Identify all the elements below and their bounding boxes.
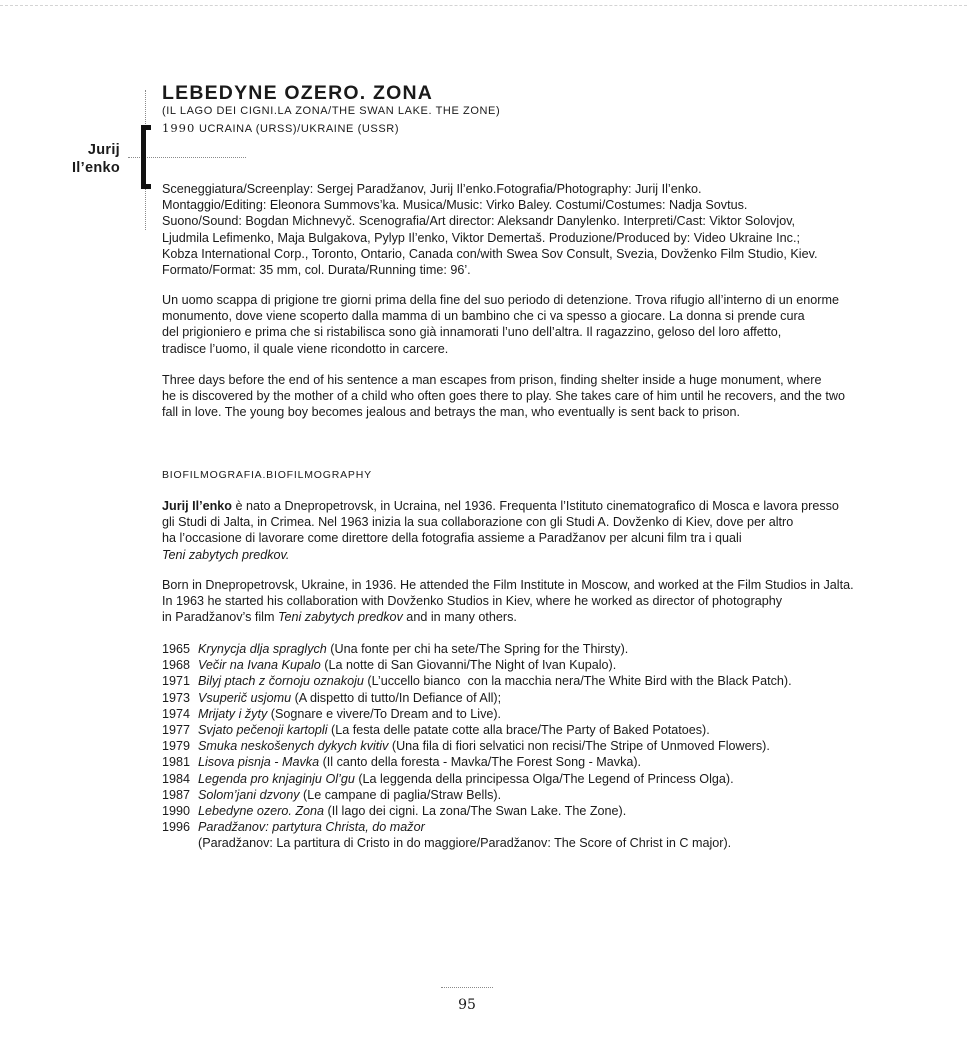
bio-film-title: Teni zabytych predkov — [277, 610, 403, 625]
credits-line: Suono/Sound: Bogdan Michnevyč. Scenografia/Art director: Aleksandr Danylenko. Interpreti/Cast: Viktor Solovjov, — [162, 214, 796, 229]
biofilmography-heading: BIOFILMOGRAFIA.BIOFILMOGRAPHY — [162, 469, 372, 481]
credits-block — [162, 181, 902, 278]
filmography-item — [162, 771, 922, 787]
bio-line: and in many others. — [402, 610, 517, 625]
filmography-translation: (A dispetto di tutto/In Defiance of All); — [291, 690, 502, 705]
filmography-item — [162, 706, 922, 722]
biography-english — [162, 577, 922, 626]
filmography-year: 1968 — [162, 658, 191, 673]
bio-line: ha l’occasione di lavorare come direttore della fotografia assieme a Paradžanov per alcuni film tra i quali — [162, 531, 742, 546]
filmography-translation: (La festa delle patate cotte alla brace/The Party of Baked Potatoes). — [327, 723, 710, 738]
filmography-year: 1984 — [162, 771, 191, 786]
filmography-translation: (La leggenda della principessa Olga/The Legend of Princess Olga). — [354, 771, 734, 786]
credits-line: Kobza International Corp., Toronto, Ontario, Canada con/with Swea Sov Consult, Svezia, Dovženko Film Studio, Kiev. — [162, 246, 818, 261]
filmography-item — [162, 819, 922, 835]
filmography-title: Paradžanov: partytura Christa, do mažor — [198, 820, 425, 835]
filmography-translation: (L’uccello bianco con la macchia nera/The White Bird with the Black Patch). — [363, 674, 792, 689]
filmography-translation: (Sognare e vivere/To Dream and to Live). — [267, 706, 502, 721]
filmography-list — [162, 641, 922, 852]
credits-line: Formato/Format: 35 mm, col. Durata/Running time: 96’. — [162, 263, 471, 278]
credits-line: Montaggio/Editing: Eleonora Summovs’ka. Musica/Music: Virko Baley. Costumi/Costumes: Nadja Sovtus. — [162, 198, 748, 213]
filmography-title: Mrijaty i žyty — [198, 706, 268, 721]
credits-line: Ljudmila Lefimenko, Maja Bulgakova, Pylyp Il’enko, Viktor Demertaš. Produzione/Produced by: Video Ukraine Inc.; — [162, 230, 800, 245]
synopsis-english — [162, 372, 902, 421]
bio-film-title: Teni zabytych predkov. — [162, 547, 290, 562]
filmography-year: 1996 — [162, 820, 191, 835]
filmography-year: 1965 — [162, 642, 191, 656]
filmography-year: 1990 — [162, 804, 191, 819]
synopsis-line: he is discovered by the mother of a child who often goes there to play. She takes care of him until he recovers, and the two — [162, 389, 846, 404]
bio-name: Jurij Il’enko — [162, 499, 232, 513]
filmography-year: 1977 — [162, 723, 191, 738]
filmography-item — [162, 803, 922, 819]
film-alt-titles: (IL LAGO DEI CIGNI.LA ZONA/THE SWAN LAKE. THE ZONE) — [162, 105, 501, 117]
bracket-mark — [141, 125, 151, 189]
filmography-title: Legenda pro knjaginju Ol’gu — [198, 771, 355, 786]
filmography-title: Lisova pisnja - Mavka — [198, 755, 320, 770]
film-country: UCRAINA (URSS)/UKRAINE (USSR) — [198, 123, 400, 135]
synopsis-line: Three days before the end of his sentence a man escapes from prison, finding shelter inside a huge monument, where — [162, 373, 822, 387]
filmography-title: Krynycja dlja spraglych — [198, 642, 327, 656]
filmography-translation: (Il canto della foresta - Mavka/The Forest Song - Mavka). — [319, 755, 642, 770]
filmography-title: Solom’jani dzvony — [198, 787, 300, 802]
filmography-item — [162, 673, 922, 689]
filmography-title: Lebedyne ozero. Zona — [198, 804, 325, 819]
filmography-item — [162, 722, 922, 738]
bio-line: gli Studi di Jalta, in Crimea. Nel 1963 inizia la sua collaborazione con gli Studi A. Dovženko di Kiev, dove per altro — [162, 515, 794, 530]
filmography-year: 1979 — [162, 739, 191, 754]
bio-line: In 1963 he started his collaboration with Dovženko Studios in Kiev, where he worked as director of photography — [162, 594, 783, 609]
synopsis-line: fall in love. The young boy becomes jealous and betrays the man, who eventually is sent back to prison. — [162, 405, 741, 420]
synopsis-line: Un uomo scappa di prigione tre giorni prima della fine del suo periodo di detenzione. Trova rifugio all’interno di un enorme — [162, 293, 839, 307]
filmography-translation: (Il lago dei cigni. La zona/The Swan Lake. The Zone). — [324, 804, 627, 819]
filmography-translation: (Le campane di paglia/Straw Bells). — [299, 787, 502, 802]
filmography-year: 1974 — [162, 706, 191, 721]
filmography-title: Svjato pečenoji kartopli — [198, 723, 328, 738]
synopsis-line: monumento, dove viene scoperto dalla mamma di un bambino che ci va spesso a giocare. La donna si prende cura — [162, 309, 805, 324]
synopsis-line: tradisce l’uomo, il quale viene ricondotto in carcere. — [162, 341, 449, 356]
filmography-item — [162, 641, 922, 657]
footer-dotted-rule — [441, 987, 493, 988]
filmography-title: Večir na Ivana Kupalo — [198, 658, 321, 673]
filmography-item — [162, 690, 922, 706]
synopsis-italian — [162, 292, 902, 357]
filmography-title: Smuka neskošenych dykych kvitiv — [198, 739, 389, 754]
bio-line: è nato a Dnepropetrovsk, in Ucraina, nel 1936. Frequenta l’Istituto cinematografico di Mosca e lavora presso — [232, 499, 839, 513]
filmography-translation: (Una fonte per chi ha sete/The Spring for the Thirsty). — [326, 642, 629, 656]
credits-line: Sceneggiatura/Screenplay: Sergej Paradžanov, Jurij Il’enko.Fotografia/Photography: Jurij Il’enko. — [162, 182, 702, 196]
page-number: 95 — [458, 997, 476, 1013]
filmography-year: 1981 — [162, 755, 191, 770]
filmography-title: Bilyj ptach z čornoju oznakoju — [198, 674, 364, 689]
filmography-title: Vsuperič usjomu — [198, 690, 292, 705]
filmography-year: 1987 — [162, 787, 191, 802]
bio-line: in Paradžanov’s film — [162, 610, 278, 625]
filmography-translation: (Una fila di fiori selvatici non recisi/The Stripe of Unmoved Flowers). — [388, 739, 770, 754]
filmography-item — [162, 657, 922, 673]
film-year: 1990 — [162, 121, 196, 135]
filmography-year: 1971 — [162, 674, 191, 689]
filmography-year: 1973 — [162, 690, 191, 705]
film-title: LEBEDYNE OZERO. ZONA — [162, 82, 434, 104]
biography-italian — [162, 498, 902, 563]
director-name: Jurij Il’enko — [71, 142, 120, 176]
bio-line: Born in Dnepropetrovsk, Ukraine, in 1936. He attended the Film Institute in Moscow, and worked at the Film Studios in Jalta. — [162, 578, 854, 592]
top-rule — [0, 5, 967, 6]
film-year-country — [162, 121, 399, 137]
filmography-item — [162, 787, 922, 803]
filmography-continuation: (Paradžanov: La partitura di Cristo in do maggiore/Paradžanov: The Score of Christ in C major). — [198, 836, 732, 851]
synopsis-line: del prigioniero e prima che si ristabilisca sono già innamorati l’uno dell’altra. Il ragazzino, geloso del loro affetto, — [162, 325, 782, 340]
filmography-translation: (La notte di San Giovanni/The Night of Ivan Kupalo). — [320, 658, 617, 673]
filmography-item — [162, 738, 922, 754]
filmography-item — [162, 754, 922, 770]
